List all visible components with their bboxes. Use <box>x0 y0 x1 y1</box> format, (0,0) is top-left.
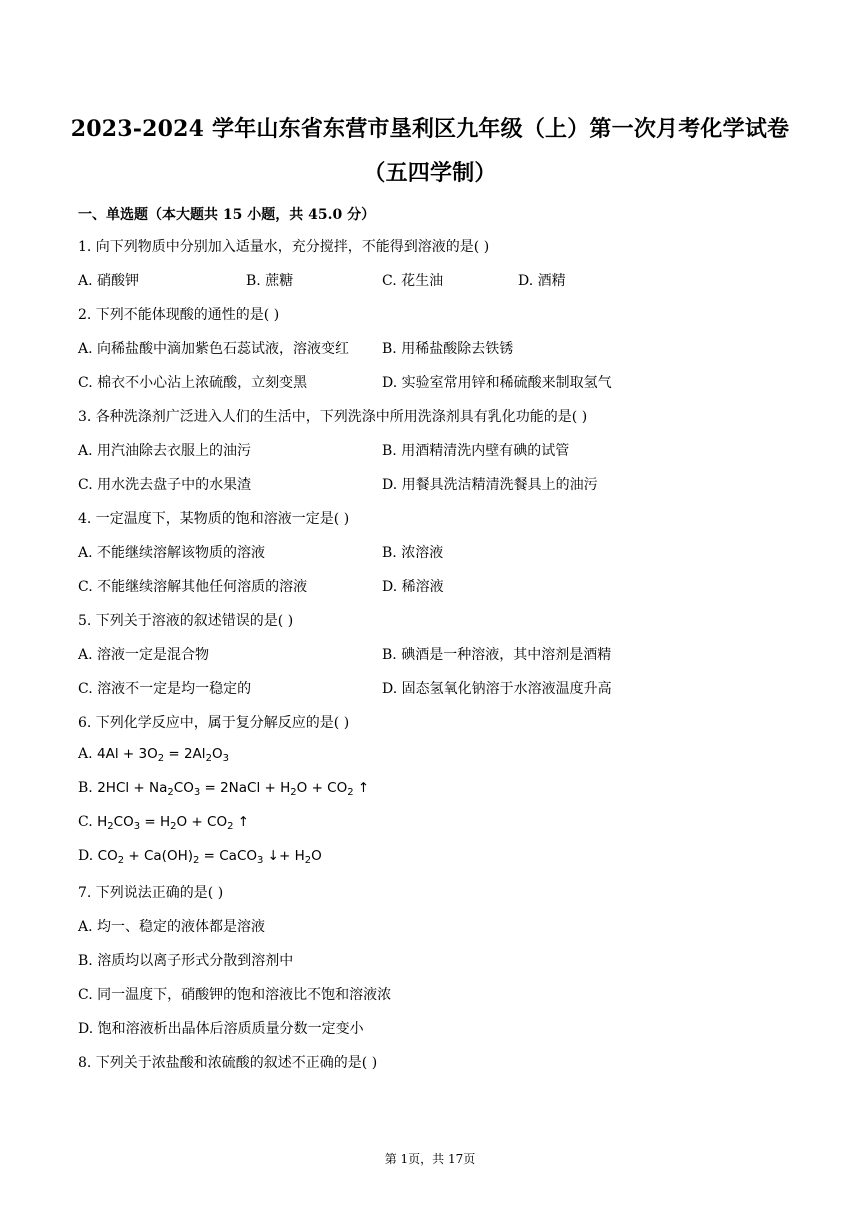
chemical-equation: $4Al + 3O_2 = 2Al_2O_3$ <box>97 746 229 764</box>
question-2-option-d: D. 实验室常用锌和稀硫酸来制取氢气 <box>382 375 612 391</box>
question-5-option-b: B. 碘酒是一种溶液，其中溶剂是酒精 <box>382 647 612 663</box>
question-7-stem: 7. 下列说法正确的是( ) <box>78 885 224 901</box>
option-label: C. <box>78 814 98 830</box>
question-7-option-c: C. 同一温度下，硝酸钾的饱和溶液比不饱和溶液浓 <box>78 987 392 1003</box>
question-2-option-c: C. 棉衣不小心沾上浓硫酸，立刻变黑 <box>78 375 308 391</box>
chemical-equation: $2HCl + Na_2CO_3$ = 2NaCl + $H_2O + CO_2$ ↑ <box>97 780 370 798</box>
page-title: 2023-2024 学年山东省东营市垦利区九年级（上）第一次月考化学试卷 <box>70 116 790 142</box>
question-2-option-a: A. 向稀盐酸中滴加紫色石蕊试液，溶液变红 <box>78 341 350 357</box>
question-7-option-a: A. 均一、稳定的液体都是溶液 <box>78 919 266 935</box>
question-5-stem: 5. 下列关于溶液的叙述错误的是( ) <box>78 613 294 629</box>
option-label: D. <box>78 848 98 864</box>
option-label: B. <box>78 780 98 796</box>
question-7-option-d: D. 饱和溶液析出晶体后溶质质量分数一定变小 <box>78 1021 364 1037</box>
question-2-option-b: B. 用稀盐酸除去铁锈 <box>382 341 514 357</box>
question-5-option-d: D. 固态氢氧化钠溶于水溶液温度升高 <box>382 681 612 697</box>
question-3-option-b: B. 用酒精清洗内壁有碘的试管 <box>382 443 570 459</box>
question-4-option-d: D. 稀溶液 <box>382 579 444 595</box>
question-5-option-c: C. 溶液不一定是均一稳定的 <box>78 681 252 697</box>
question-5-option-a: A. 溶液一定是混合物 <box>78 647 210 663</box>
question-1-stem: 1. 向下列物质中分别加入适量水，充分搅拌，不能得到溶液的是( ) <box>78 239 490 255</box>
question-3-stem: 3. 各种洗涤剂广泛进入人们的生活中，下列洗涤中所用洗涤剂具有乳化功能的是( ) <box>78 409 588 425</box>
question-7-option-b: B. 溶质均以离子形式分散到溶剂中 <box>78 953 294 969</box>
question-6-stem: 6. 下列化学反应中，属于复分解反应的是( ) <box>78 715 350 731</box>
question-1-option-a: A. 硝酸钾 <box>78 273 140 289</box>
question-1-option-c: C. 花生油 <box>382 273 444 289</box>
question-6-option-b <box>78 780 369 798</box>
question-6-option-a <box>78 746 229 764</box>
question-1-option-d: D. 酒精 <box>518 273 566 289</box>
chemical-equation: $H_2CO_3 = H_2O + CO_2$ ↑ <box>97 814 250 832</box>
page-footer: 第 1页，共 17页 <box>384 1152 476 1166</box>
section-heading: 一、单选题（本大题共 15 小题，共 45.0 分） <box>78 207 376 223</box>
question-3-option-d: D. 用餐具洗洁精清洗餐具上的油污 <box>382 477 598 493</box>
question-8-stem: 8. 下列关于浓盐酸和浓硫酸的叙述不正确的是( ) <box>78 1055 378 1071</box>
question-4-option-b: B. 浓溶液 <box>382 545 444 561</box>
question-4-option-a: A. 不能继续溶解该物质的溶液 <box>78 545 266 561</box>
question-3-option-c: C. 用水洗去盘子中的水果渣 <box>78 477 252 493</box>
chemical-equation: $CO_2 + Ca(OH)_2$ = CaCO$_3$ ↓+ $H_2O$ <box>97 848 322 866</box>
question-4-option-c: C. 不能继续溶解其他任何溶质的溶液 <box>78 579 308 595</box>
option-label: A. <box>78 746 98 762</box>
question-2-stem: 2. 下列不能体现酸的通性的是( ) <box>78 307 280 323</box>
question-1-option-b: B. 蔗糖 <box>246 273 294 289</box>
question-6-option-c <box>78 814 249 832</box>
question-4-stem: 4. 一定温度下，某物质的饱和溶液一定是( ) <box>78 511 350 527</box>
question-3-option-a: A. 用汽油除去衣服上的油污 <box>78 443 252 459</box>
page-subtitle: （五四学制） <box>363 160 497 186</box>
question-6-option-d <box>78 848 322 866</box>
